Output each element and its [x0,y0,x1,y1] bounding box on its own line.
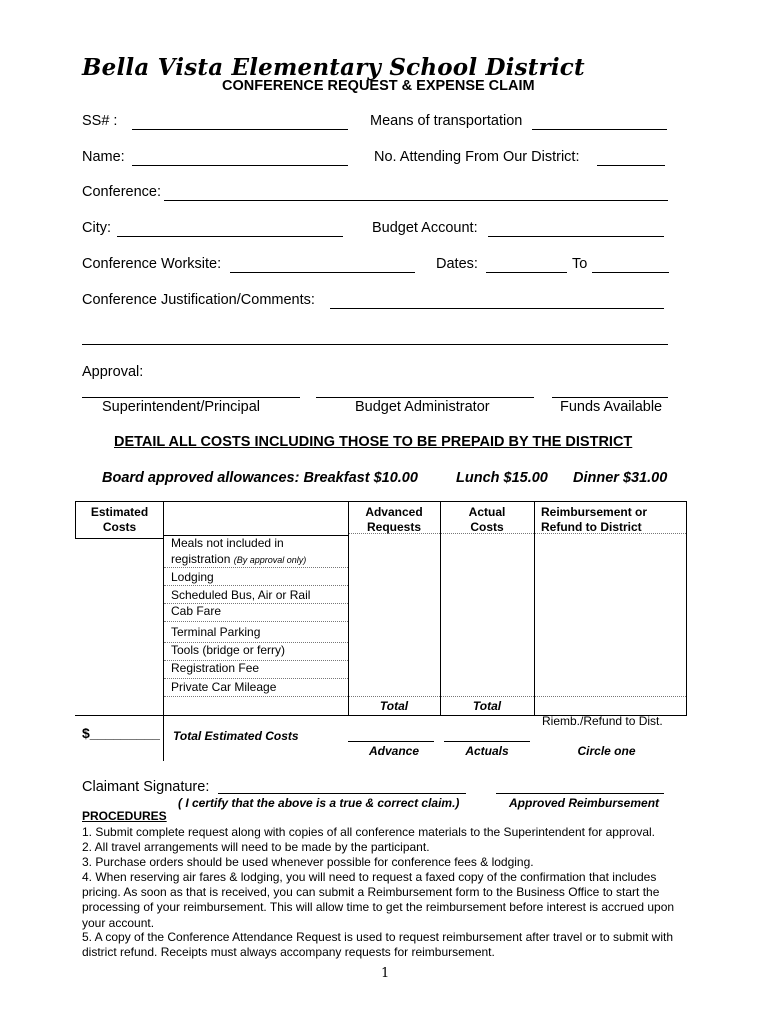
superintendent-label: Superintendent/Principal [102,399,260,415]
form-title: CONFERENCE REQUEST & EXPENSE CLAIM [222,78,535,94]
transport-field[interactable] [532,129,667,130]
ss-field[interactable] [132,129,348,130]
advance-field[interactable] [348,741,434,742]
row-meals: Meals not included in [171,536,284,550]
row-meals-note: (By approval only) [233,555,307,565]
detail-heading: DETAIL ALL COSTS INCLUDING THOSE TO BE PREPAID BY THE DISTRICT [114,434,633,450]
worksite-field[interactable] [230,272,415,273]
col-estimated-header: Estimated Costs [90,505,149,534]
district-name: Bella Vista Elementary School District [82,54,585,81]
actuals-label: Actuals [465,744,509,758]
total-estimated-field[interactable]: $_________ [82,725,160,741]
city-field[interactable] [117,236,343,237]
city-label: City: [82,220,111,236]
allowances-label: Board approved allowances: Breakfast $10.00 [102,470,418,486]
attending-field[interactable] [597,165,665,166]
procedure-3: 3. Purchase orders should be used whenever possible for conference fees & lodging. [82,855,534,869]
row-mileage: Private Car Mileage [171,680,277,694]
name-label: Name: [82,149,125,165]
procedure-5: 5. A copy of the Conference Attendance Request is used to request reimbursement after travel or to submit with district refund. Receipts must always accompany requests for reimbursement. [82,930,673,960]
budget-admin-label: Budget Administrator [355,399,490,415]
attending-label: No. Attending From Our District: [374,149,580,165]
allowance-lunch: Lunch $15.00 [456,470,548,486]
name-field[interactable] [132,165,348,166]
worksite-label: Conference Worksite: [82,256,222,272]
date-to-field[interactable] [592,272,669,273]
to-label: To [572,256,588,272]
certify-statement: ( I certify that the above is a true & correct claim.) [178,796,460,810]
actuals-field[interactable] [444,741,530,742]
procedures-heading: PROCEDURES [82,809,167,823]
conference-label: Conference: [82,184,161,200]
justification-field[interactable] [330,308,664,309]
total-actual: Total [472,699,502,713]
claimant-signature-label: Claimant Signature: [82,779,210,795]
ss-label: SS# : [82,113,118,129]
sig-line-superintendent[interactable] [82,397,300,398]
procedure-4: 4. When reserving air fares & lodging, you will need to request a faxed copy of the confirmation that includes pricing. As soon as that is received, you can submit a Reimbursement form to the Business Office to start the processing of your reimbursement. This will allow time to get the reimbursement before interest is accrued upon your account. [82,870,675,930]
procedure-1: 1. Submit complete request along with copies of all conference materials to the Superintendent for approval. [82,825,655,839]
approved-reimbursement-line[interactable] [496,793,664,794]
claimant-signature-line[interactable] [218,793,466,794]
sig-line-budget-admin[interactable] [316,397,534,398]
transport-label: Means of transportation [370,113,523,129]
advance-label: Advance [368,744,420,758]
row-lodging: Lodging [171,570,214,584]
page-number: 1 [381,966,390,981]
funds-available-label: Funds Available [560,399,663,415]
justification-field-line2[interactable] [82,344,668,345]
approved-reimbursement-label: Approved Reimbursement [509,796,660,810]
riemb-label: Riemb./Refund to Dist. [542,714,663,728]
row-meals-cont: registration (By approval only) [171,552,307,566]
row-registration: Registration Fee [171,661,260,675]
dates-label: Dates: [436,256,478,272]
total-advanced: Total [379,699,409,713]
row-parking: Terminal Parking [171,625,261,639]
row-tolls: Tools (bridge or ferry) [171,643,286,657]
approval-label: Approval: [82,364,144,380]
budget-label: Budget Account: [372,220,478,236]
col-actual-header: Actual Costs [468,505,506,534]
sig-line-funds[interactable] [552,397,668,398]
row-bus: Scheduled Bus, Air or Rail [171,588,311,602]
procedure-2: 2. All travel arrangements will need to be made by the participant. [82,840,430,854]
total-estimated-label: Total Estimated Costs [173,729,299,743]
date-from-field[interactable] [486,272,567,273]
conference-field[interactable] [164,200,668,201]
budget-field[interactable] [488,236,664,237]
col-advanced-header: Advanced Requests [365,505,423,534]
allowance-dinner: Dinner $31.00 [573,470,668,486]
justification-label: Conference Justification/Comments: [82,292,315,308]
circle-one-label: Circle one [577,744,636,758]
row-cab: Cab Fare [171,604,222,618]
col-reimb-header: Reimbursement or Refund to District [541,505,648,534]
